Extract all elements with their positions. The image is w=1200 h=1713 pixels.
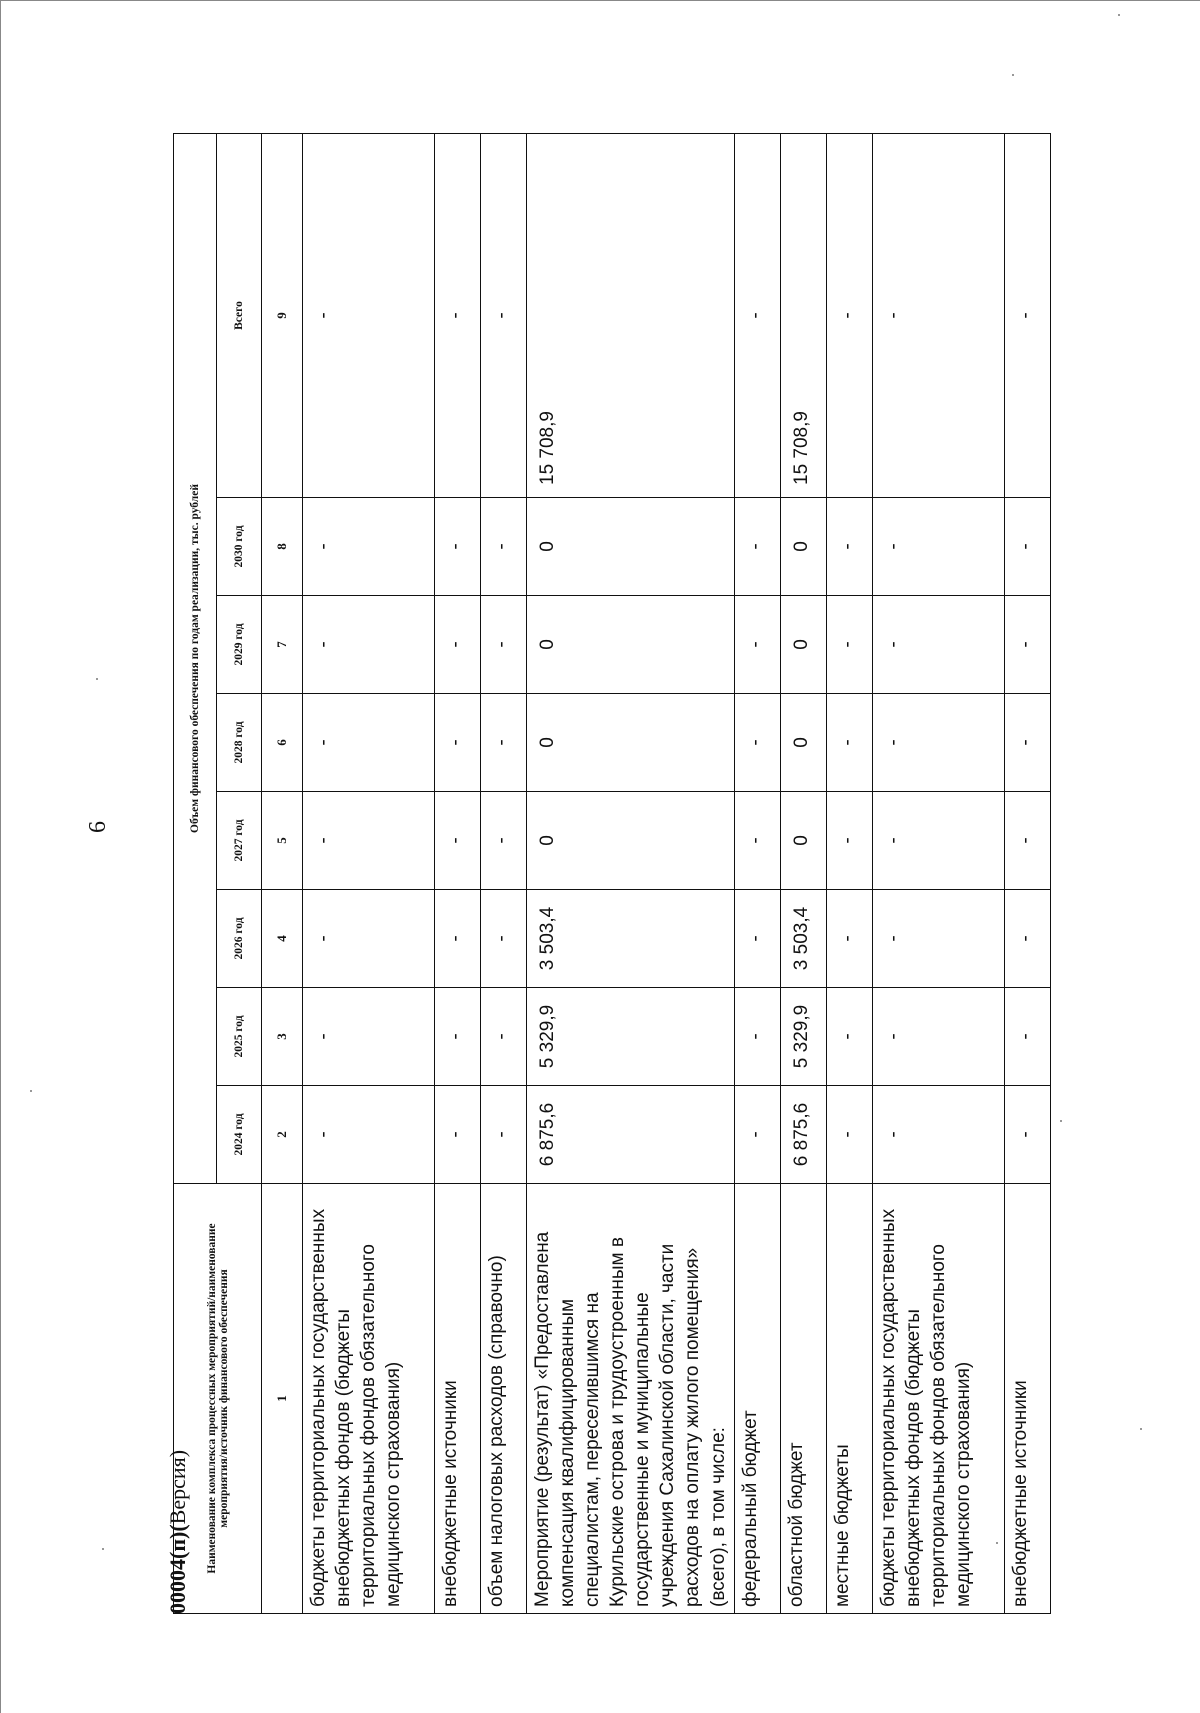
col-number: 5 bbox=[262, 792, 303, 890]
table-row bbox=[303, 133, 435, 1613]
row-value: 0 bbox=[780, 694, 826, 792]
header-row-numbers bbox=[262, 133, 303, 1613]
table-body bbox=[303, 133, 1051, 1613]
row-value: 0 bbox=[527, 792, 735, 890]
row-value: - bbox=[872, 1086, 1004, 1184]
col-number: 4 bbox=[262, 890, 303, 988]
table-row bbox=[1004, 133, 1050, 1613]
row-value: - bbox=[872, 596, 1004, 694]
col-number: 2 bbox=[262, 1086, 303, 1184]
row-value: 0 bbox=[527, 596, 735, 694]
row-total: - bbox=[435, 133, 481, 497]
scan-speck bbox=[102, 1548, 104, 1550]
table-row bbox=[734, 133, 780, 1613]
col-number: 6 bbox=[262, 694, 303, 792]
header-year: 2030 год bbox=[217, 498, 262, 596]
table-row bbox=[872, 133, 1004, 1613]
row-value: 5 329,9 bbox=[780, 988, 826, 1086]
row-value: - bbox=[734, 988, 780, 1086]
row-total: - bbox=[1004, 133, 1050, 497]
row-value: - bbox=[435, 694, 481, 792]
row-name: областной бюджет bbox=[780, 1184, 826, 1614]
row-name: федеральный бюджет bbox=[734, 1184, 780, 1614]
table-row bbox=[527, 133, 735, 1613]
row-value: 5 329,9 bbox=[527, 988, 735, 1086]
scan-speck bbox=[30, 1090, 32, 1092]
row-value: - bbox=[435, 890, 481, 988]
row-value: 0 bbox=[527, 694, 735, 792]
row-total: - bbox=[734, 133, 780, 497]
col-number: 3 bbox=[262, 988, 303, 1086]
row-value: - bbox=[734, 694, 780, 792]
row-value: - bbox=[734, 1086, 780, 1184]
row-value: - bbox=[1004, 498, 1050, 596]
row-value: - bbox=[435, 1086, 481, 1184]
row-value: - bbox=[303, 1086, 435, 1184]
row-value: - bbox=[872, 498, 1004, 596]
row-value: - bbox=[481, 694, 527, 792]
header-year: 2026 год bbox=[217, 890, 262, 988]
header-year: 2025 год bbox=[217, 988, 262, 1086]
row-total: 15 708,9 bbox=[780, 133, 826, 497]
col-number: 1 bbox=[262, 1184, 303, 1614]
row-value: - bbox=[826, 596, 872, 694]
row-value: - bbox=[481, 1086, 527, 1184]
row-value: 0 bbox=[780, 792, 826, 890]
row-value: - bbox=[481, 596, 527, 694]
scan-speck bbox=[1012, 74, 1014, 76]
document-code-number: 00004(п)( bbox=[165, 1524, 190, 1614]
row-value: - bbox=[872, 792, 1004, 890]
row-name: бюджеты территориальных государственных внебюджетных фондов (бюджеты территориальных фондов обязательного медицинского страхования) bbox=[872, 1184, 1004, 1614]
row-value: - bbox=[435, 792, 481, 890]
row-value: - bbox=[303, 596, 435, 694]
header-volume: Объем финансового обеспечения по годам реализации, тыс. рублей bbox=[174, 133, 217, 1183]
document-code-version: Версия) bbox=[165, 1449, 190, 1525]
row-total: - bbox=[872, 133, 1004, 497]
table-row bbox=[435, 133, 481, 1613]
row-value: 6 875,6 bbox=[527, 1086, 735, 1184]
col-number: 8 bbox=[262, 498, 303, 596]
table-row bbox=[481, 133, 527, 1613]
row-value: - bbox=[435, 596, 481, 694]
scan-edge-left bbox=[0, 0, 1, 1713]
row-value: - bbox=[826, 988, 872, 1086]
row-value: - bbox=[481, 890, 527, 988]
row-total: 15 708,9 bbox=[527, 133, 735, 497]
row-value: - bbox=[1004, 1086, 1050, 1184]
scan-edge-top bbox=[0, 0, 1200, 1]
header-year: 2024 год bbox=[217, 1086, 262, 1184]
col-number: 7 bbox=[262, 596, 303, 694]
row-value: - bbox=[435, 498, 481, 596]
row-value: - bbox=[872, 694, 1004, 792]
row-value: - bbox=[1004, 988, 1050, 1086]
header-name: Наименование комплекса процессных мероприятий/наименование мероприятия/источник финансового обеспечения bbox=[174, 1184, 262, 1614]
scan-speck bbox=[1118, 14, 1120, 16]
row-value: 3 503,4 bbox=[780, 890, 826, 988]
row-value: - bbox=[303, 498, 435, 596]
row-value: - bbox=[1004, 792, 1050, 890]
row-total: - bbox=[826, 133, 872, 497]
scan-speck bbox=[96, 678, 98, 680]
row-value: - bbox=[1004, 890, 1050, 988]
row-value: - bbox=[481, 988, 527, 1086]
row-value: - bbox=[303, 988, 435, 1086]
row-name: бюджеты территориальных государственных внебюджетных фондов (бюджеты территориальных фондов обязательного медицинского страхования) bbox=[303, 1184, 435, 1614]
row-value: - bbox=[481, 498, 527, 596]
col-number: 9 bbox=[262, 133, 303, 497]
scan-speck bbox=[1140, 1428, 1142, 1430]
row-value: - bbox=[1004, 596, 1050, 694]
row-value: - bbox=[435, 988, 481, 1086]
row-value: 6 875,6 bbox=[780, 1086, 826, 1184]
finance-table-rotated bbox=[173, 134, 1073, 1614]
document-code bbox=[160, 1194, 196, 1614]
row-value: - bbox=[826, 890, 872, 988]
row-value: - bbox=[481, 792, 527, 890]
row-value: - bbox=[734, 498, 780, 596]
header-total: Всего bbox=[217, 133, 262, 497]
row-value: - bbox=[826, 1086, 872, 1184]
row-value: - bbox=[826, 694, 872, 792]
row-value: - bbox=[734, 890, 780, 988]
row-name: Мероприятие (результат) «Предоставлена компенсация квалифицированным специалистам, переселившимся на Курильские острова и трудоустроенным в государственные и муниципальные учреждения Сахалинской области, части расходов на оплату жилого помещения» (всего), в том числе: bbox=[527, 1184, 735, 1614]
row-value: 0 bbox=[780, 596, 826, 694]
header-year: 2028 год bbox=[217, 694, 262, 792]
row-total: - bbox=[481, 133, 527, 497]
row-value: - bbox=[826, 792, 872, 890]
row-value: - bbox=[872, 988, 1004, 1086]
row-name: объем налоговых расходов (справочно) bbox=[481, 1184, 527, 1614]
row-value: - bbox=[734, 596, 780, 694]
row-value: - bbox=[826, 498, 872, 596]
header-year: 2027 год bbox=[217, 792, 262, 890]
row-value: - bbox=[303, 890, 435, 988]
row-value: 0 bbox=[780, 498, 826, 596]
row-total: - bbox=[303, 133, 435, 497]
row-value: - bbox=[1004, 694, 1050, 792]
row-name: внебюджетные источники bbox=[1004, 1184, 1050, 1614]
row-value: - bbox=[872, 890, 1004, 988]
page-number: 6 bbox=[85, 821, 111, 833]
table-row bbox=[826, 133, 872, 1613]
row-value: - bbox=[303, 694, 435, 792]
table-row bbox=[780, 133, 826, 1613]
row-value: 3 503,4 bbox=[527, 890, 735, 988]
row-value: 0 bbox=[527, 498, 735, 596]
finance-table bbox=[173, 133, 1051, 1614]
row-value: - bbox=[734, 792, 780, 890]
row-name: местные бюджеты bbox=[826, 1184, 872, 1614]
row-value: - bbox=[303, 792, 435, 890]
row-name: внебюджетные источники bbox=[435, 1184, 481, 1614]
header-year: 2029 год bbox=[217, 596, 262, 694]
